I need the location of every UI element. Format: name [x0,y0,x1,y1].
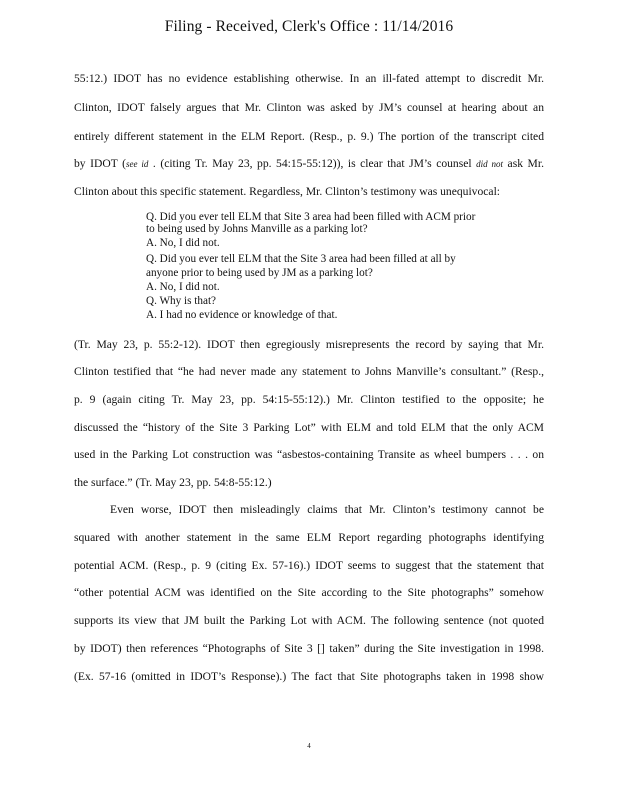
body-line: discussed the “history of the Site 3 Parking Lot” with ELM and told ELM that the only ACM [74,421,544,434]
citation-middle: . (citing Tr. May 23, pp. 54:15-55:12)), is clear that JM’s counsel [148,157,477,170]
body-line: by IDOT) then references “Photographs of Site 3 [] taken” during the Site investigation in 1998. [74,642,544,655]
quote-line: A. I had no evidence or knowledge of that. [146,309,338,321]
quote-line: Q. Why is that? [146,295,217,307]
quote-line: A. No, I did not. [146,237,220,249]
citation-did-not: did not [476,159,504,169]
body-line: potential ACM. (Resp., p. 9 (citing Ex. 57-16).) IDOT seems to suggest that the statement that [74,559,544,572]
citation-prefix: by IDOT ( [74,157,126,170]
body-line: Even worse, IDOT then misleadingly claims that Mr. Clinton’s testimony cannot be [110,503,544,516]
body-line: supports its view that JM built the Parking Lot with ACM. The following sentence (not quoted [74,614,544,627]
citation-see-id: see id [126,159,149,169]
page-number: 4 [307,742,311,750]
body-line: Clinton about this specific statement. Regardless, Mr. Clinton’s testimony was unequivocal: [74,185,501,198]
body-line: (Tr. May 23, p. 55:2-12). IDOT then egregiously misrepresents the record by saying that Mr. [74,338,544,351]
body-line: Clinton testified that “he had never made any statement to Johns Manville’s consultant.” (Resp., [74,365,544,378]
body-line: 55:12.) IDOT has no evidence establishing otherwise. In an ill-fated attempt to discredit Mr. [74,72,544,85]
body-line: squared with another statement in the same ELM Report regarding photographs identifying [74,531,544,544]
body-line-citation [74,157,544,171]
quote-line: to being used by Johns Manville as a parking lot? [146,223,368,235]
quote-line: Q. Did you ever tell ELM that the Site 3 area had been filled at all by [146,253,456,265]
body-line: used in the Parking Lot construction was “asbestos-containing Transite as wheel bumpers . . . on [74,448,544,461]
body-line: Clinton, IDOT falsely argues that Mr. Clinton was asked by JM’s counsel at hearing about an [74,101,544,114]
body-line: (Ex. 57-16 (omitted in IDOT’s Response).) The fact that Site photographs taken in 1998 show [74,670,544,683]
body-line: p. 9 (again citing Tr. May 23, pp. 54:15-55:12).) Mr. Clinton testified to the opposite; he [74,393,544,406]
quote-line: anyone prior to being used by JM as a parking lot? [146,267,373,279]
body-line: entirely different statement in the ELM Report. (Resp., p. 9.) The portion of the transcript cited [74,130,544,143]
body-line: the surface.” (Tr. May 23, pp. 54:8-55:12.) [74,476,272,489]
quote-line: Q. Did you ever tell ELM that Site 3 area had been filled with ACM prior [146,211,476,223]
filing-stamp-header: Filing - Received, Clerk's Office : 11/14/2016 [164,18,454,35]
body-line: “other potential ACM was identified on the Site according to the Site photographs” somehow [74,586,544,599]
quote-line: A. No, I did not. [146,281,220,293]
citation-suffix: ask Mr. [503,157,544,170]
